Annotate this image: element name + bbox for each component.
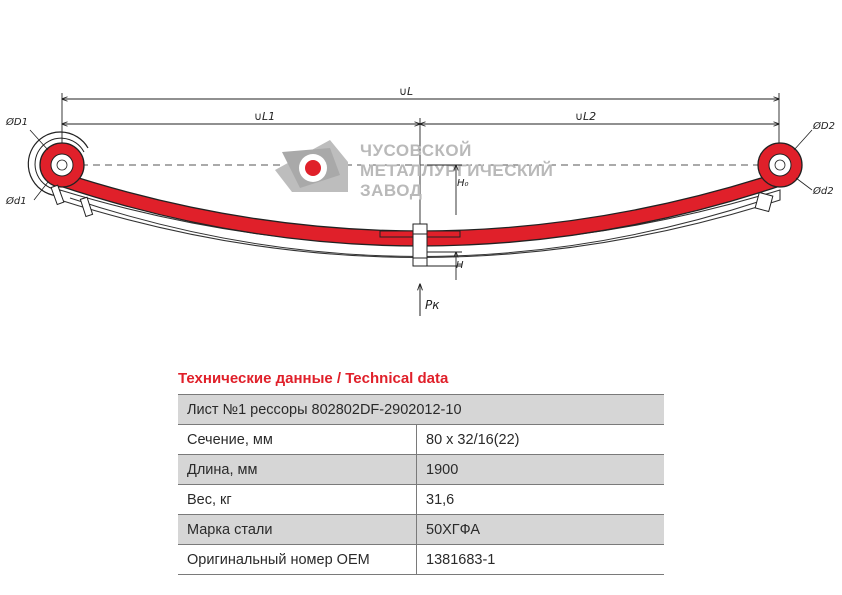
- technical-data-title: Технические данные / Technical data: [178, 370, 449, 387]
- company-name-line-3: ЗАВОД: [360, 181, 423, 200]
- height-h-label: H: [456, 260, 464, 271]
- technical-data-table: [178, 394, 664, 575]
- spec-label: Сечение, мм: [178, 425, 417, 455]
- table-row: [178, 515, 664, 545]
- spec-value: 80 x 32/16(22): [417, 425, 665, 455]
- dimension-l2-label: ∪L2: [575, 110, 597, 123]
- spec-value: 31,6: [417, 485, 665, 515]
- spec-label: Длина, мм: [178, 455, 417, 485]
- height-h0-label: H₀: [457, 178, 469, 189]
- dimension-l-label: ∪L: [399, 85, 414, 98]
- diameter-d1-inner-label: Ød1: [6, 196, 27, 207]
- table-row: [178, 425, 664, 455]
- table-header-row: [178, 395, 664, 425]
- dimension-l1-label: ∪L1: [254, 110, 276, 123]
- table-row: [178, 485, 664, 515]
- spec-value: 1381683-1: [417, 545, 665, 575]
- company-name-line-1: ЧУСОВСКОЙ: [360, 141, 472, 160]
- right-eye: [758, 130, 812, 190]
- diameter-d2-inner-label: Ød2: [813, 186, 834, 197]
- spec-value: 50ХГФА: [417, 515, 665, 545]
- table-header-cell: Лист №1 рессоры 802802DF-2902012-10: [178, 395, 664, 425]
- spec-label: Оригинальный номер OEM: [178, 545, 417, 575]
- load-label: Pк: [425, 298, 440, 312]
- company-logo: [275, 140, 348, 192]
- table-row: [178, 455, 664, 485]
- table-row: [178, 545, 664, 575]
- company-name-line-2: МЕТАЛЛУРГИЧЕСКИЙ: [360, 161, 554, 180]
- company-name: [360, 141, 553, 200]
- spec-value: 1900: [417, 455, 665, 485]
- right-clamp: [755, 192, 773, 211]
- spec-label: Вес, кг: [178, 485, 417, 515]
- diameter-d1-outer-label: ØD1: [6, 117, 28, 128]
- spec-label: Марка стали: [178, 515, 417, 545]
- diameter-d2-outer-label: ØD2: [813, 121, 835, 132]
